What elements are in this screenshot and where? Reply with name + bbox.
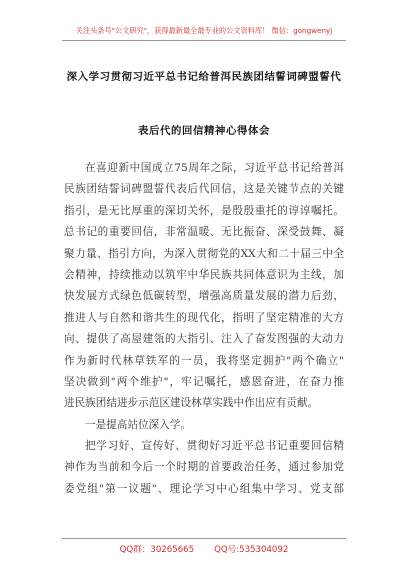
footer-divider (62, 538, 346, 539)
body-line: 委党组"第一议题"、理论学习中心组集中学习、党支部 (64, 482, 344, 495)
body-line: 聚力量、指引方向，为深入贯彻党的XX大和二十届三中全 (64, 247, 344, 260)
body-line: 把学习好、宣传好、贯彻好习近平总书记重要回信精 (85, 440, 344, 453)
document-title-line-1: 深入学习贯彻习近平总书记给普洱民族团结誓词碑盟誓代 (66, 71, 342, 83)
body-line: 向、提供了高屋建瓴的大指引、注入了奋发图强的大动力 (64, 333, 344, 346)
body-line: 进民族团结进步示范区建设林草实践中作出应有贡献。 (64, 397, 319, 410)
body-line: 指引，是无比厚重的深切关怀，是殷殷重托的谆谆嘱托。 (64, 204, 344, 217)
body-line: 快发展方式绿色低碳转型，增强高质量发展的潜力后劲， (64, 290, 344, 303)
body-line: 总书记的重要回信，非常温暖、无比振奋、深受鼓舞、凝 (64, 226, 344, 239)
footer-contact (0, 543, 408, 555)
footer-qq-number: QQ号:535304092 (214, 545, 289, 555)
body-line: 推进人与自然和谐共生的现代化，指明了坚定精准的大方 (64, 311, 344, 324)
body-line: 一是提高站位深入学。 (85, 418, 191, 431)
body-line: 神作为当前和今后一个时期的首要政治任务，通过参加党 (64, 461, 344, 474)
body-line: 民族团结誓词碑盟誓代表后代回信，这是关键节点的关键 (64, 183, 344, 196)
document-body (64, 158, 344, 500)
footer-qq-group: QQ群：30265665 (119, 545, 195, 555)
header-note: 关注头条号"公文研究"，获得最新最全最专业的公文资料库！ 微信：gongwenyj (75, 26, 333, 35)
body-line: 会精神，持续推动以筑牢中华民族共同体意识为主线，加 (64, 268, 344, 281)
body-line: 作为新时代林草铁军的一员，我将坚定拥护"两个确立" (64, 354, 344, 367)
header-divider (62, 40, 346, 41)
document-title-line-2: 表后代的回信精神心得体会 (138, 125, 270, 137)
body-line: 在喜迎新中国成立75周年之际，习近平总书记给普洱 (85, 162, 344, 174)
body-line: 坚决做到"两个维护"，牢记嘱托，感恩奋进，在奋力推 (64, 375, 344, 388)
